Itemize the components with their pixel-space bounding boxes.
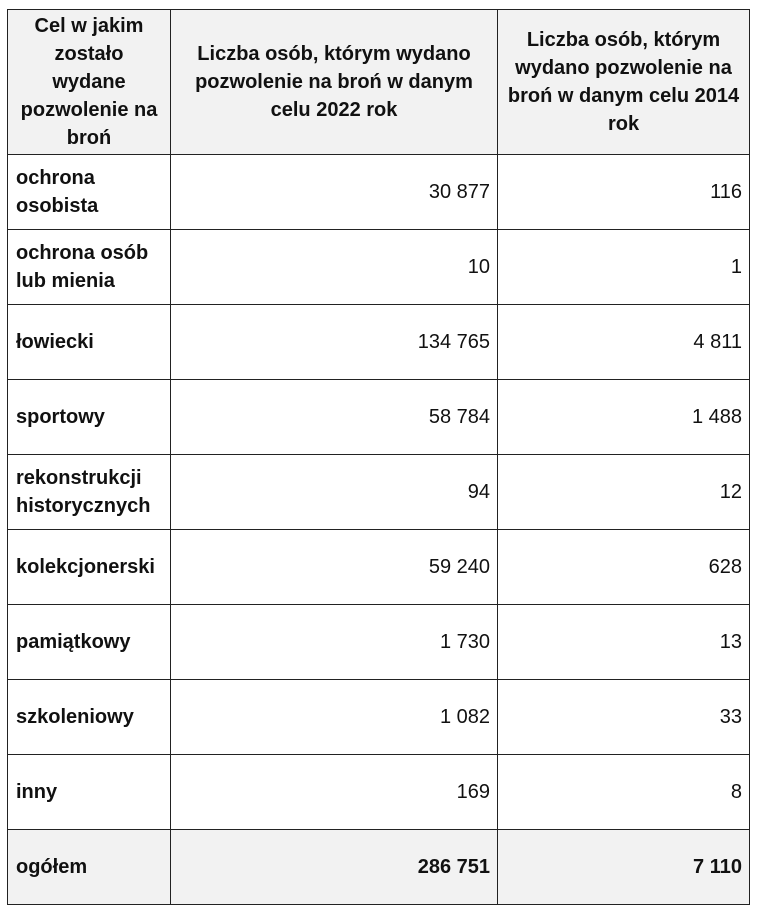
- row-count-2014: 33: [498, 680, 750, 755]
- total-count-2014: 7 110: [498, 830, 750, 905]
- row-count-2022: 10: [171, 230, 498, 305]
- table-row: [8, 680, 750, 755]
- table-row: [8, 455, 750, 530]
- total-label: ogółem: [8, 830, 171, 905]
- row-count-2014: 628: [498, 530, 750, 605]
- header-count-2022: Liczba osób, którym wydano pozwolenie na broń w danym celu 2022 rok: [171, 10, 498, 155]
- header-purpose: Cel w jakim zostało wydane pozwolenie na broń: [8, 10, 171, 155]
- row-count-2014: 12: [498, 455, 750, 530]
- row-count-2014: 1 488: [498, 380, 750, 455]
- row-purpose: pamiątkowy: [8, 605, 171, 680]
- table-header: [8, 10, 750, 155]
- row-purpose: inny: [8, 755, 171, 830]
- row-purpose: ochrona osobista: [8, 155, 171, 230]
- table-row: [8, 530, 750, 605]
- row-count-2014: 8: [498, 755, 750, 830]
- total-row: [8, 830, 750, 905]
- permits-table: [7, 9, 750, 905]
- row-count-2022: 58 784: [171, 380, 498, 455]
- row-purpose: sportowy: [8, 380, 171, 455]
- row-purpose: szkoleniowy: [8, 680, 171, 755]
- row-count-2022: 1 730: [171, 605, 498, 680]
- row-count-2014: 116: [498, 155, 750, 230]
- table-row: [8, 230, 750, 305]
- row-purpose: łowiecki: [8, 305, 171, 380]
- header-row: [8, 10, 750, 155]
- header-count-2014: Liczba osób, którym wydano pozwolenie na broń w danym celu 2014 rok: [498, 10, 750, 155]
- row-count-2014: 1: [498, 230, 750, 305]
- table-row: [8, 605, 750, 680]
- row-count-2022: 169: [171, 755, 498, 830]
- table-row: [8, 155, 750, 230]
- table-row: [8, 380, 750, 455]
- row-purpose: ochrona osób lub mienia: [8, 230, 171, 305]
- table-body: [8, 155, 750, 905]
- row-count-2022: 94: [171, 455, 498, 530]
- row-count-2022: 30 877: [171, 155, 498, 230]
- table-row: [8, 305, 750, 380]
- row-count-2014: 4 811: [498, 305, 750, 380]
- table-row: [8, 755, 750, 830]
- row-count-2022: 1 082: [171, 680, 498, 755]
- row-count-2014: 13: [498, 605, 750, 680]
- row-count-2022: 59 240: [171, 530, 498, 605]
- total-count-2022: 286 751: [171, 830, 498, 905]
- row-count-2022: 134 765: [171, 305, 498, 380]
- row-purpose: kolekcjonerski: [8, 530, 171, 605]
- row-purpose: rekonstrukcji historycznych: [8, 455, 171, 530]
